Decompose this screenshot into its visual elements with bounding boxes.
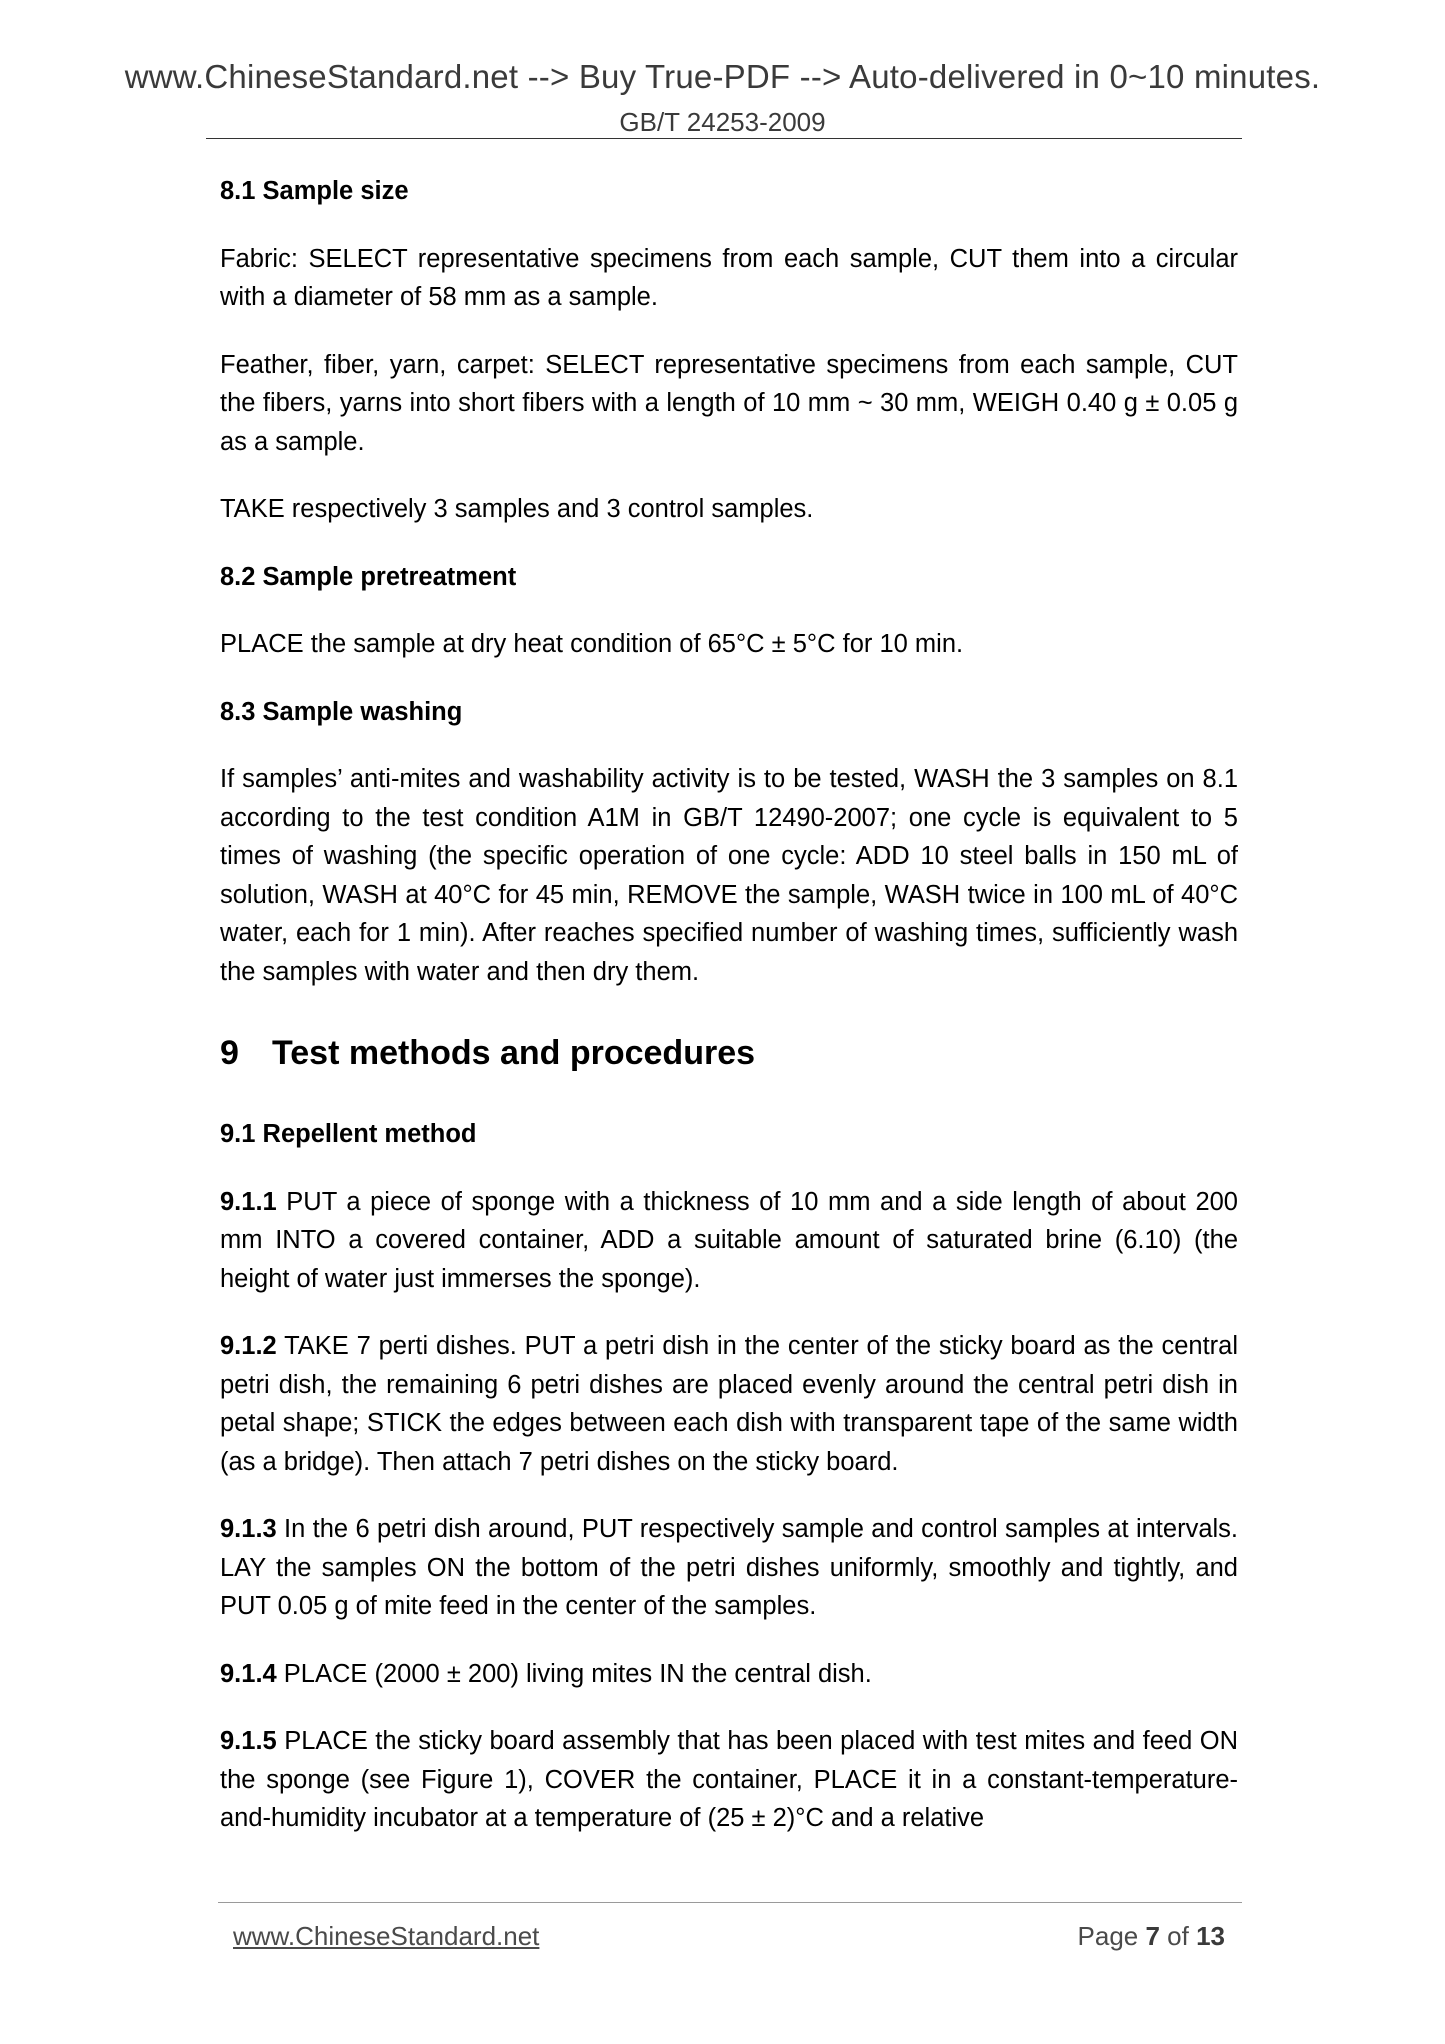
clause-text: In the 6 petri dish around, PUT respectively sample and control samples at intervals. LAY the samples ON the bottom of the petri dishes uniformly, smoothly and tightly, and PUT 0.05 g of mite feed in the center of the samples. [220, 1515, 1238, 1620]
clause-number: 9.1.3 [220, 1515, 277, 1543]
clause-9-1-3 [220, 1510, 1238, 1626]
clause-text: TAKE 7 perti dishes. PUT a petri dish in the center of the sticky board as the central petri dish, the remaining 6 petri dishes are placed evenly around the central petri dish in petal shape; STICK the edges between each dish with transparent tape of the same width (as a bridge). Then attach 7 petri dishes on the sticky board. [220, 1332, 1238, 1476]
paragraph-feather: Feather, fiber, yarn, carpet: SELECT representative specimens from each sample, CUT the fibers, yarns into short fibers with a length of 10 mm ~ 30 mm, WEIGH 0.40 g ± 0.05 g as a sample. [220, 350, 1238, 456]
heading-8-3: 8.3 Sample washing [220, 697, 463, 726]
clause-text: PLACE the sticky board assembly that has been placed with test mites and feed ON the sponge (see Figure 1), COVER the container, PLACE it in a constant-temperature-and-humidity incubator at a temperature of (25 ± 2)°C and a relative [220, 1727, 1238, 1832]
header-banner[interactable]: www.ChineseStandard.net --> Buy True-PDF --> Auto-delivered in 0~10 minutes. [124, 58, 1321, 95]
clause-9-1-2 [220, 1327, 1238, 1481]
heading-9-number: 9 [220, 1034, 239, 1072]
header-divider [206, 138, 1242, 139]
page-current: 7 [1145, 1921, 1160, 1951]
paragraph-pretreatment: PLACE the sample at dry heat condition of 65°C ± 5°C for 10 min. [220, 630, 964, 658]
clause-text: PUT a piece of sponge with a thickness of 10 mm and a side length of about 200 mm INTO a covered container, ADD a suitable amount of saturated brine (6.10) (the height of water just immerses the sponge). [220, 1187, 1238, 1293]
document-body [220, 172, 1238, 1838]
footer-divider [218, 1902, 1242, 1903]
heading-9 [220, 1031, 1238, 1075]
heading-9-1: 9.1 Repellent method [220, 1120, 477, 1148]
clause-9-1-1 [220, 1183, 1238, 1299]
standard-code: GB/T 24253-2009 [619, 107, 826, 137]
page-total: 13 [1196, 1921, 1225, 1951]
paragraph-take-samples: TAKE respectively 3 samples and 3 control samples. [220, 495, 814, 523]
clause-number: 9.1.4 [220, 1659, 277, 1688]
clause-9-1-4 [220, 1655, 1238, 1694]
clause-number: 9.1.2 [220, 1332, 277, 1360]
heading-8-2: 8.2 Sample pretreatment [220, 562, 517, 591]
clause-text: PLACE (2000 ± 200) living mites IN the central dish. [276, 1659, 872, 1688]
heading-8-1: 8.1 Sample size [220, 177, 409, 205]
paragraph-washing: If samples’ anti-mites and washability activity is to be tested, WASH the 3 samples on 8.1 according to the test condition A1M in GB/T 12490-2007; one cycle is equivalent to 5 times of washing (the specific operation of one cycle: ADD 10 steel balls in 150 mL of solution, WASH at 40°C for 45 min, REMOVE the sample, WASH twice in 100 mL of 40°C water, each for 1 min). After reaches specified number of washing times, sufficiently wash the samples with water and then dry them. [220, 765, 1238, 986]
page-mid: of [1159, 1921, 1197, 1951]
heading-9-title: Test methods and procedures [272, 1034, 756, 1072]
clause-9-1-5 [220, 1722, 1238, 1838]
page-number [1078, 1921, 1225, 1952]
clause-number: 9.1.1 [220, 1187, 277, 1216]
clause-number: 9.1.5 [220, 1727, 277, 1755]
footer-website-link[interactable]: www.ChineseStandard.net [233, 1921, 540, 1951]
page-prefix: Page [1077, 1921, 1146, 1951]
paragraph-fabric: Fabric: SELECT representative specimens from each sample, CUT them into a circular with a diameter of 58 mm as a sample. [220, 244, 1238, 311]
